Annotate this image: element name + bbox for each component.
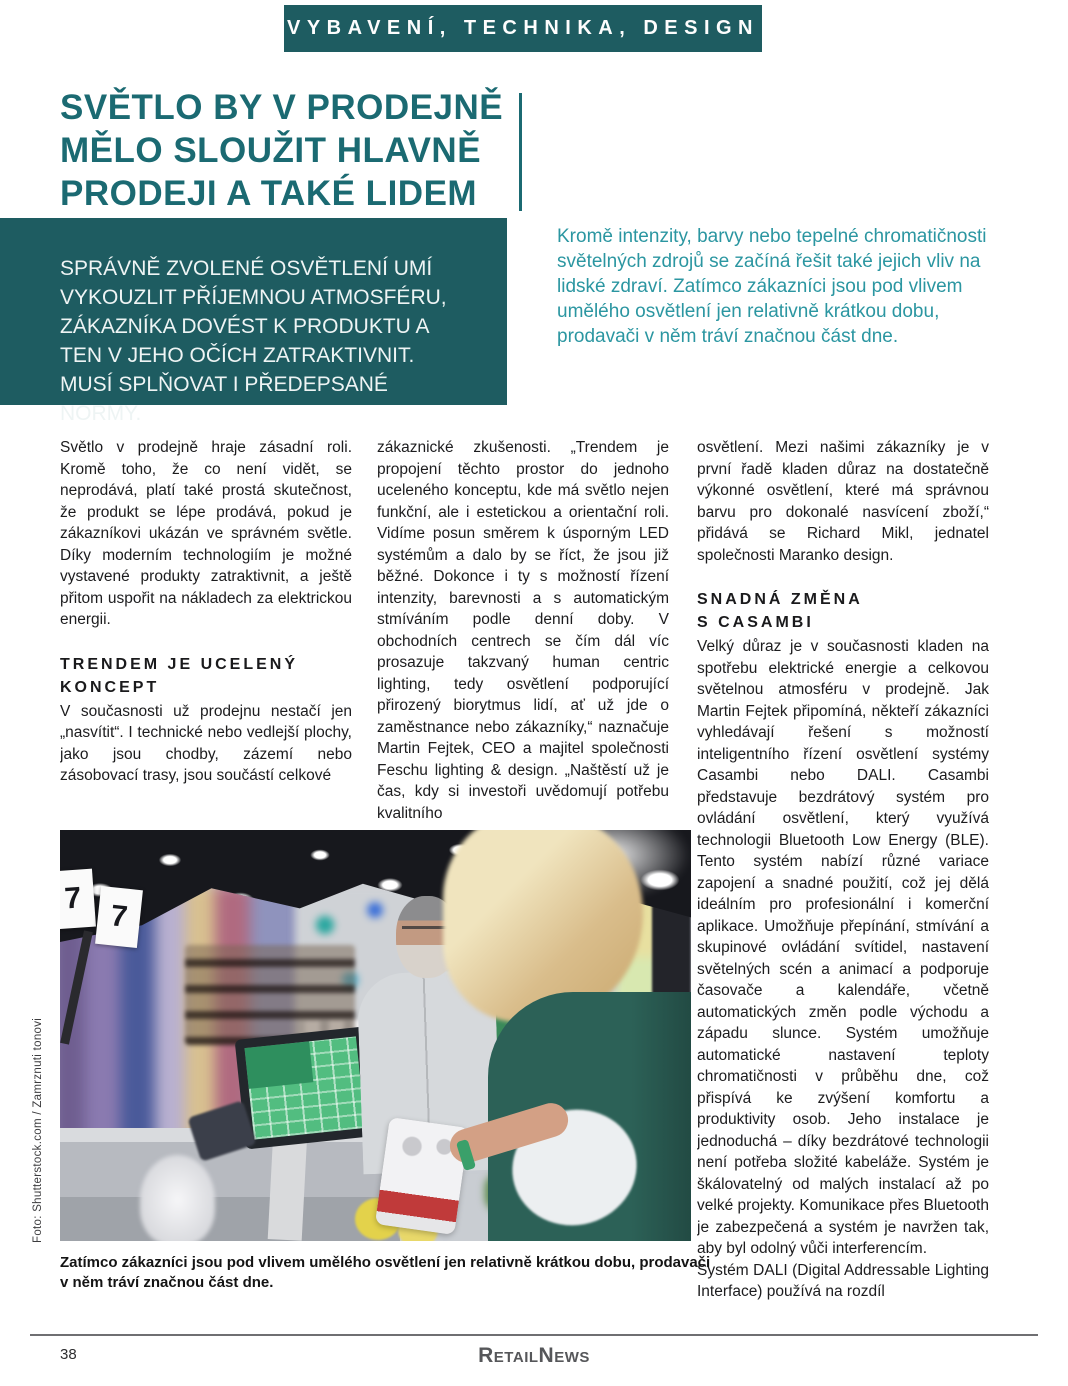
lead-box [0, 218, 507, 425]
paragraph: Světlo v prodejně hraje zásadní roli. Kromě toho, že co není vidět, se neprodává, platí také prostá skutečnost, že produkt se lépe prodává, pokud je zákazníkovi ukázán ve správném světle. Díky moderním technologiím je možné vystavené produkty zatraktivnit, a ještě přitom uspořit na nákladech za elektrickou energii. [60, 439, 352, 628]
intro-paragraph: Kromě intenzity, barvy nebo tepelné chromatičnosti světelných zdrojů se začíná řešit také jejich vliv na lidské zdraví. Zatímco zákazníci jsou pod vlivem umělého osvětlení jen relativně krátkou dobu, prodavači v něm tráví značnou část dne. [557, 226, 987, 347]
headline-line: MĚLO SLOUŽIT HLAVNĚ [60, 131, 482, 170]
headline-line: SVĚTLO BY V PRODEJNĚ [60, 88, 504, 127]
lane-number-sign [95, 886, 143, 948]
page-number: 38 [60, 1346, 77, 1363]
paragraph: V současnosti už prodejnu nestačí jen „nasvítit“. I technické nebo vedlejší plochy, jako jsou chodby, zázemí nebo zásobovací trasy, jsou součástí celkové [60, 702, 352, 784]
category-banner-label: VYBAVENÍ, TECHNIKA, DESIGN [287, 17, 759, 39]
pos-terminal-screen [235, 1027, 376, 1150]
paragraph: zákaznické zkušenosti. „Trendem je propojení těchto prostor do jednoho uceleného konceptu, kde má světlo nejen funkční, ale i estetickou a orientační roli. Vidíme posun směrem k úsporným LED systémům a dalo by se říct, že jsou již běžné. Dokonce i ty s možností řízení intenzity, barevnosti a s automatickým stmíváním podle denní doby. V obchodních centrech se čím dál víc prosazuje takzvaný human centric lighting, tedy osvětlení podporující přirozený biorytmus lidí, ať už jde o zaměstnance nebo zákazníky,“ naznačuje Martin Fejtek, CEO a majitel společnosti Feschu lighting & design. „Naštěstí už je čas, kdy si investoři uvědomují potřebu kvalitního [377, 439, 669, 822]
footer-rule [30, 1334, 1038, 1336]
paragraph: Velký důraz je v současnosti kladen na spotřebu elektrické energie a celkovou světelnou atmosféru v prodejně. Jak Martin Fejtek připomíná, někteří zákazníci vyhledávají řešení s možností inteligentního řízení osvětlení systémy Casambi nebo DALI. Casambi představuje bezdrátový systém pro ovládání osvětlení, který využívá technologii Bluetooth Low Energy (BLE). Tento systém nabízí různé variace zapojení a snadné použití, což jej dělá ideálním pro profesionální i komerční aplikace. Umožňuje přepínání, stmívání a skupinové ovládání svítidel, nastavení světelných scén a animací a podporuje časovače a kalendáře, včetně automatických změn podle východu a západu slunce. Systém umožňuje automatické nastavení teploty chromatičnosti v průběhu dne, což přispívá ke zvýšení komfortu a produktivity osob. Jeho instalace je jednoduchá – díky bezdrátové technologii není potřeba složité kabeláže. Systém je škálovatelný od malých instalací až po velké projekty. Komunikace přes Bluetooth je zabezpečená a systém je navržen tak, aby byl odolný vůči interferencím. [697, 638, 989, 1257]
retailnews-logo: RETAILNEWS [478, 1344, 590, 1367]
plastic-bag [140, 1155, 215, 1241]
headline-line: PRODEJI A TAKÉ LIDEM [60, 174, 478, 213]
lead-box-text: SPRÁVNĚ ZVOLENÉ OSVĚTLENÍ UMÍ VYKOUZLIT PŘÍJEMNOU ATMOSFÉRU, ZÁKAZNÍKA DOVÉST K PRODUKTU A TEN V JEHO OČÍCH ZATRAKTIVNIT. MUSÍ SPLŇOVAT I PŘEDEPSANÉ NORMY. [60, 257, 447, 425]
section-heading-casambi: SNADNÁ ZMĚNA S CASAMBI [697, 591, 863, 631]
paragraph: osvětlení. Mezi našimi zákazníky je v první řadě kladen důraz na dostatečně výkonné osvětlení, které má správnou barvu pro dokonalé nasvícení zboží,“ přidává se Richard Mikl, jednatel společnosti Maranko design. [697, 439, 989, 564]
headline-divider-rule [519, 93, 522, 211]
body-column-1 [60, 437, 352, 825]
section-heading-trend: TRENDEM JE UCELENÝ KONCEPT [60, 655, 299, 696]
lane-number-sign [60, 869, 96, 930]
lane-number: 7 [109, 899, 130, 934]
body-column-3 [697, 437, 989, 1323]
body-column-2 [377, 437, 669, 825]
article-headline [60, 86, 503, 215]
photo-caption: Zatímco zákazníci jsou pod vlivem umělého osvětlení jen relativně krátkou dobu, prodavači v něm tráví značnou část dne. [60, 1254, 711, 1291]
lane-number: 7 [63, 881, 83, 916]
category-banner [284, 5, 762, 52]
photo-credit: Foto: Shutterstock.com / Zamrznuti tonovi [32, 1017, 44, 1243]
article-photo [60, 830, 691, 1241]
paragraph: Systém DALI (Digital Addressable Lighting Interface) používá na rozdíl [697, 1261, 989, 1300]
